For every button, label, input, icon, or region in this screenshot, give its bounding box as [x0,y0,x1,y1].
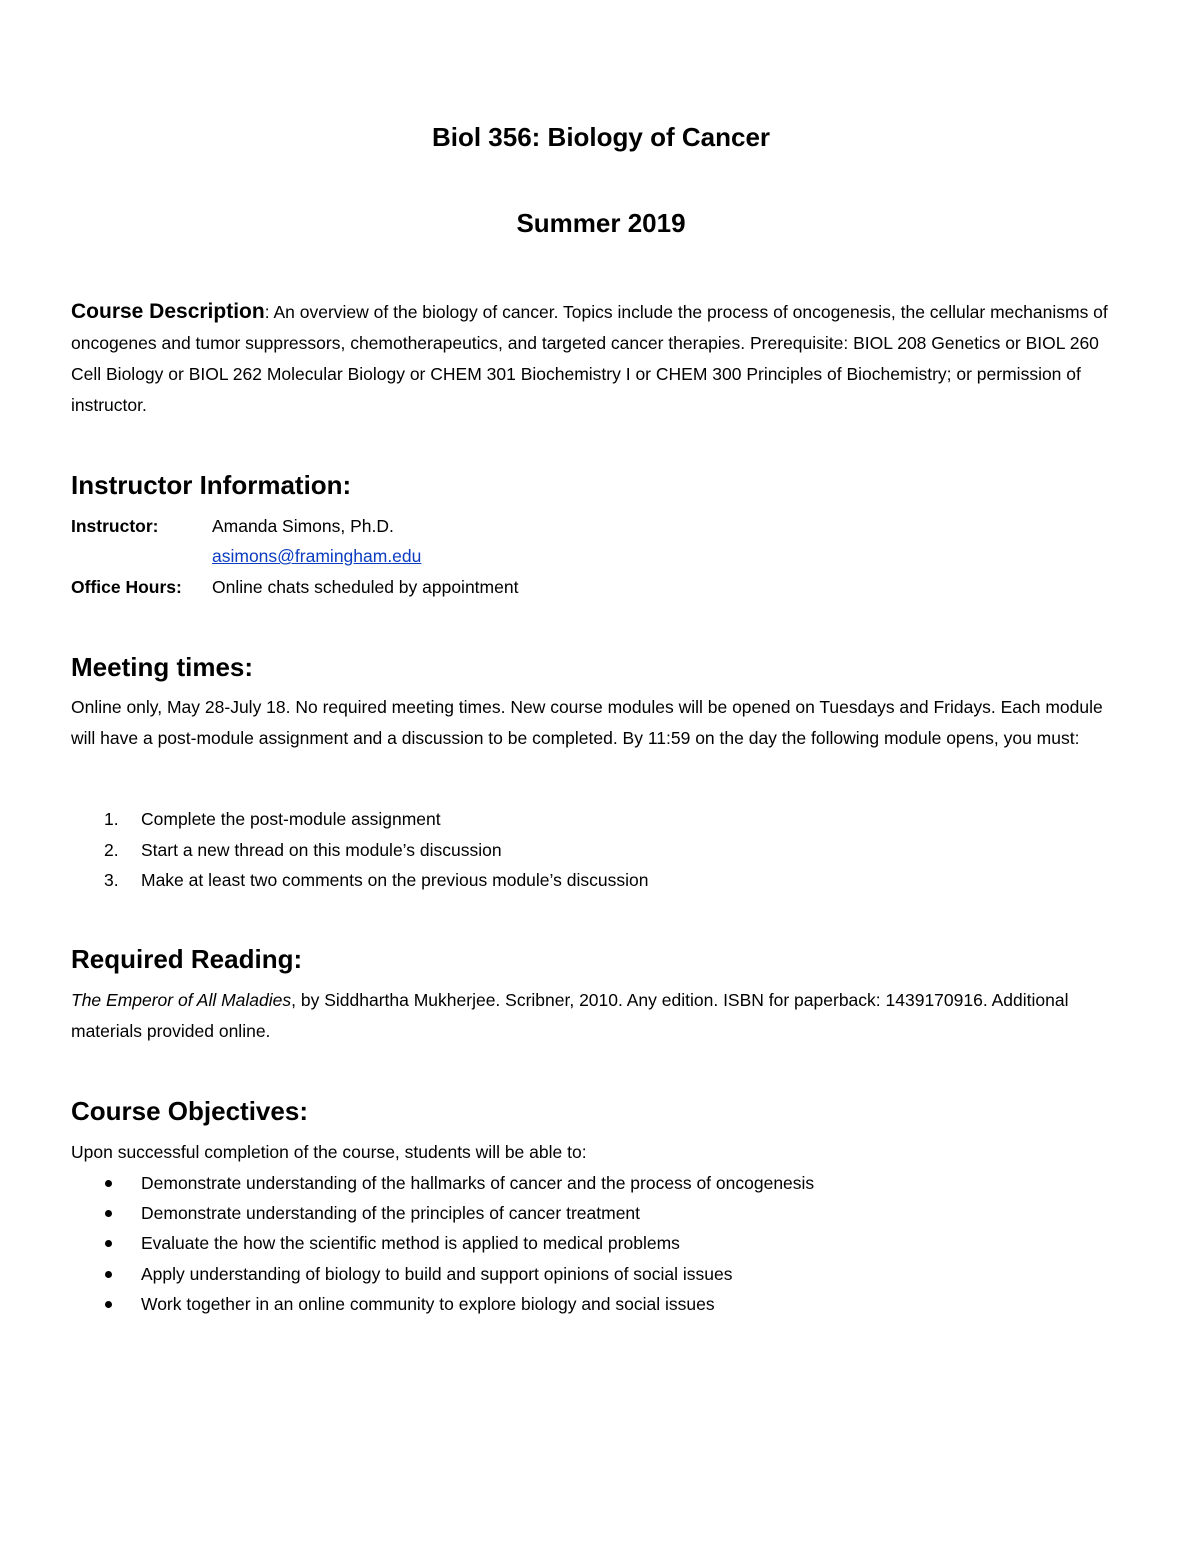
list-item-number: 2. [104,839,119,860]
bullet-icon [105,1301,112,1308]
instructor-email-link[interactable]: asimons@framingham.edu [212,546,422,566]
list-item-number: 3. [104,870,119,890]
course-title: Biol 356: Biology of Cancer [431,122,771,152]
instructor-name: Amanda Simons, Ph.D. [212,516,394,536]
list-item-text: Work together in an online community to explore biology and social issues [141,1293,715,1314]
list-item-text: Complete the post-module assignment [141,809,441,829]
instructor-label: Instructor: [71,516,159,536]
bullet-icon [105,1271,112,1278]
required-reading-heading: Required Reading: [71,944,303,974]
course-description-label: Course Description [71,300,265,323]
list-item-text: Start a new thread on this module’s discussion [141,839,502,860]
course-objectives-intro: Upon successful completion of the course, students will be able to: [71,1142,587,1162]
list-item-text: Apply understanding of biology to build and support opinions of social issues [141,1263,733,1284]
bullet-icon [105,1210,112,1217]
bullet-icon [105,1240,112,1247]
course-description-text: : An overview of the biology of cancer. Topics include the process of oncogenesis, the cellular mechanisms of oncogenes and tumor suppressors, chemotherapeutics, and targeted cancer therapies. Prerequisite: BIOL 208 Genetics or BIOL 260 Cell Biology or BIOL 262 Molecular Biology or CHEM 301 Biochemistry I or CHEM 300 Principles of Biochemistry; or permission of instructor. [71,302,1108,415]
office-hours-value: Online chats scheduled by appointment [212,577,519,597]
list-item-text: Demonstrate understanding of the principles of cancer treatment [141,1203,641,1224]
instructor-info-heading: Instructor Information: [71,470,352,500]
book-title: The Emperor of All Maladies [71,990,292,1010]
required-reading-text [71,985,1131,1046]
list-item-text: Demonstrate understanding of the hallmarks of cancer and the process of oncogenesis [141,1173,815,1193]
meeting-times-text: Online only, May 28-July 18. No required meeting times. New course modules will be opened on Tuesdays and Fridays. Each module will have a post-module assignment and a discussion to be completed. By 11:59 on the day the following module opens, you must: [71,697,1103,748]
course-description [71,296,1131,421]
list-item-text: Evaluate the how the scientific method is applied to medical problems [141,1233,680,1254]
list-item-number: 1. [104,809,119,829]
office-hours-label: Office Hours: [71,577,182,597]
course-term: Summer 2019 [516,208,686,238]
bullet-icon [105,1180,112,1187]
book-details: , by Siddhartha Mukherjee. Scribner, 2010. Any edition. ISBN for paperback: 1439170916. Additional materials provided online. [71,990,1069,1041]
meeting-times-heading: Meeting times: [71,652,254,682]
course-objectives-heading: Course Objectives: [71,1096,308,1126]
list-item-text: Make at least two comments on the previous module’s discussion [141,870,649,890]
